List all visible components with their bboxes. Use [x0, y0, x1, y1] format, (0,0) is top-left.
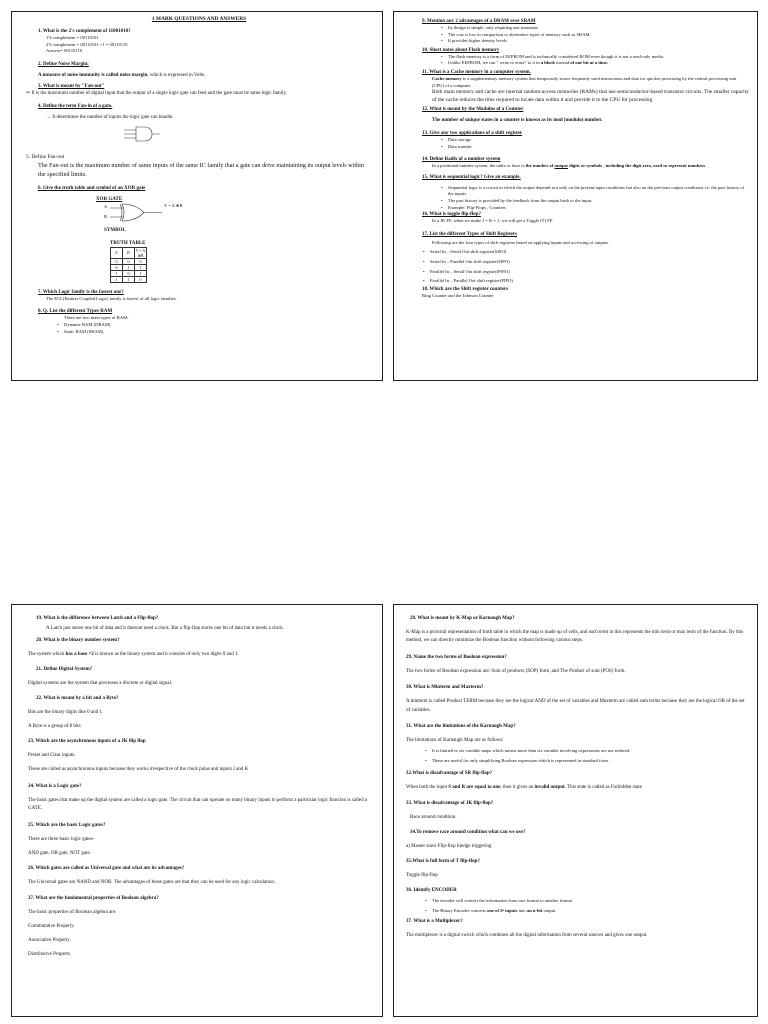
table-row — [111, 264, 147, 270]
xor-gate-icon — [110, 203, 170, 223]
property-item: Distributive Property. — [28, 952, 72, 958]
xor-output-label: Y = A ⊕B — [164, 202, 183, 208]
question-21: 21. Define Digital System? — [36, 667, 93, 673]
page-1 — [11, 11, 383, 381]
list-item: • Data storage — [448, 137, 749, 144]
question-10: 10. Short notes about Flash memory — [422, 47, 500, 53]
answer-12: The number of unique states in a counter is known as its mod (modulo) number. — [432, 117, 603, 123]
table-cell: 1 — [111, 270, 123, 276]
list-item: • It is limited to six variable maps which means more than six variable involving expressions are not reduced. — [432, 747, 749, 755]
table-cell: 0 — [135, 276, 147, 282]
answer-27: The basic properties of Boolean algebra are: — [28, 910, 117, 916]
answer-16: In a JK FF, when we make J = K = 1, we will get a Toggle (T) FF. — [432, 218, 554, 224]
question-2: 2. Define Noise Margin: — [38, 61, 89, 67]
question-20: 20. What is the binary number system? — [36, 638, 120, 644]
table-cell: 0 — [123, 258, 135, 264]
list-item: • These are useful for only simplifying Boolean expression which is represented in standard form. — [432, 757, 749, 765]
table-cell: 1 — [123, 264, 135, 270]
list-item: • Serial In – Parallel Out shift register(SIPO) — [430, 259, 749, 266]
answer-1-line: 2'S complement = 00110101 +1 = 00110110 — [46, 41, 128, 47]
encoder-list — [406, 898, 749, 914]
table-cell: 0 — [123, 270, 135, 276]
table-header-cell: B — [123, 247, 135, 258]
page-3 — [11, 604, 383, 1017]
list-item: • It provides higher density levels — [448, 38, 749, 45]
table-row — [111, 258, 147, 264]
list-item: • The cost is low in comparison to alternative types of memory such as SRAM. — [448, 32, 749, 39]
answer-4: → It determines the number of inputs the logic gate can handle. — [46, 114, 174, 120]
question-9: 9. Mention any 2 advantages of a DRAM over SRAM — [422, 19, 536, 24]
list-item: • The encoder will convert the information from one format to another format — [432, 898, 749, 905]
question-3: 3. What is meant by "Fan-out" — [38, 83, 105, 89]
flash-memory-list — [406, 54, 749, 67]
answer-23-line: These are called as asynchronous inputs because they works irrespective of the clock pulse and inputs J and K — [28, 767, 249, 773]
question-5: 5. Define Fan-out — [26, 153, 65, 160]
table-cell: 1 — [111, 276, 123, 282]
answer-17: Following are the four types of shift registers based on applying inputs and accessing of outputs. — [432, 239, 610, 245]
question-32: 32.What is disadvantage of SR flip-flop? — [406, 770, 493, 776]
question-30: 30. What is Minterm and Maxterm? — [406, 685, 484, 691]
table-cell: 0 — [111, 264, 123, 270]
question-33: 33. What is disadvantage of JK flip-flop? — [406, 801, 494, 807]
answer-19: A Latch just stores one bit of data and it doesnot need a clock. But a flip-flop stores one bit of data but it needs a clock. — [46, 626, 284, 631]
page-title: 1 MARK QUESTIONS AND ANSWERS — [151, 16, 247, 22]
answer-28: K-Map is a pictorial representation of truth table in which the map is made up of cells, and each term in this represents the min term or max term of the function. By this method, we can directly minimize the Boolean function without following various steps. — [406, 630, 744, 644]
question-27: 27. What are the fundamental properties of Boolean algebra? — [28, 896, 159, 902]
table-header-row — [111, 247, 147, 258]
input-a-label: A — [104, 203, 108, 209]
table-cell: 1 — [135, 264, 147, 270]
question-12: 12. What is meant by the Modulus of a Counter — [422, 106, 524, 112]
question-6: 6. Give the truth table and symbol of an XOR gate — [38, 185, 146, 191]
question-17: 17. List the different Types of Shift Registers — [422, 231, 517, 237]
question-1: 1. What is the 2's complement of 11001010? — [38, 29, 131, 34]
answer-29: The two forms of Boolean expression are: Sum of products (SOP) form ,and The Product of sum (POS) form. — [406, 668, 626, 674]
xor-truth-table — [110, 247, 147, 283]
answer-26: The Universal gates are NAND and NOR. The advantages of these gates are that they can be used for any logic calculation. — [28, 879, 276, 885]
kmap-limitations-list — [406, 747, 749, 766]
answer-22-line: A Byte is a group of 8 bits — [28, 724, 81, 730]
list-item: • Its design is simple, only requiring one transistor. — [448, 25, 749, 32]
table-cell: 0 — [111, 258, 123, 264]
truth-table-heading: TRUTH TABLE — [110, 240, 146, 246]
answer-25-line: AND gate, OR gate, NOT gate. — [28, 850, 91, 856]
answer-7: The ECL(Emitter Coupled Logic) family is fastest of all logic families. — [46, 295, 177, 301]
list-item: • Parallel In – Serial Out shift register(PISO) — [430, 269, 749, 276]
page-4 — [393, 604, 758, 1017]
answer-32: When both the input S and R are equal to one, then it gives an invalid output. This state is called as Forbidden state — [406, 784, 642, 790]
list-item: • The flash memory is a form of EEPROM and is technically considered ROM even though it is not a read-only media. — [448, 54, 749, 61]
question-31: 31. What are the limitations of the Karnaugh Map? — [406, 724, 516, 730]
answer-34: a) Master slave Flip-flop b)edge triggering — [406, 844, 492, 850]
list-item: • Example: Flip-Flops , Counters — [448, 205, 749, 212]
question-4: 4. Define the term Fan-in of a gate. — [38, 103, 113, 109]
question-16: 16. What is toggle flip-flop? — [422, 212, 481, 218]
answer-35: Toggle flip-flop — [406, 873, 438, 879]
answer-1-line: 1'S complement = 00110101 — [46, 35, 99, 40]
question-15: 15. What is sequential logic? Give an example. — [422, 174, 521, 180]
answer-21: Digital systems are the system that processes a discrete or digital signal. — [28, 681, 173, 687]
table-row — [111, 276, 147, 282]
answer-24: The basic gates that make up the digital system are called a logic gate. The circuit that can operate on many binary inputs to perform a particular logic function is called a GATE. — [28, 797, 368, 812]
answer-20: The system which has a base =2 is known as the binary system and it consists of only two digits 0 and 1. — [28, 652, 239, 658]
answer-25-line: There are three basic logic gates- — [28, 836, 95, 842]
list-item: • Serial In – Serial Out shift register(SISO) — [430, 249, 749, 256]
answer-33: Race around condition. — [410, 815, 457, 821]
shift-register-uses-list — [406, 137, 749, 150]
answer-22-line: Bits are the binary digits like 0 and 1. — [28, 710, 104, 716]
question-36: 36. Identify ENCODER — [406, 888, 457, 894]
question-8: 8. Q. List the different Types RAM — [38, 309, 113, 315]
answer-11-part-2: Both main memory and cache are internal random-access memories (RAMs) that use semiconductor-based transistor circuits. The smaller capacity of the cache reduces the time required to locate data within it and provide it to the CPU for processing. — [432, 89, 749, 103]
list-item: • Static RAM (SRAM). — [64, 329, 372, 336]
table-header-cell: A — [111, 247, 123, 258]
page-2 — [393, 11, 758, 381]
question-34: 34.To remove race around condition what can we use? — [410, 830, 526, 836]
symbol-label: SYMBOL — [104, 227, 126, 233]
fan-in-gate-diagram — [122, 124, 162, 146]
xor-gate-heading: XOR GATE — [96, 196, 123, 202]
table-cell: 1 — [123, 276, 135, 282]
question-35: 35.What is full form of T flip-flop? — [406, 859, 480, 865]
question-24: 24. What is a Logic gate? — [28, 783, 82, 789]
question-13: 13. Give any two applications of a shift register — [422, 130, 523, 136]
sequential-logic-list — [406, 185, 749, 211]
table-header-cell: Y = A ⊕B — [135, 247, 146, 258]
answer-5: The Fan-out is the maximum number of same inputs of the same IC family that a gate can drive maintaining its output levels within the specified limits. — [38, 161, 364, 178]
answer-31: The limitations of Karnaugh Map are as follows: — [406, 738, 504, 744]
ram-types-list — [26, 322, 372, 335]
question-14: 14. Define Radix of a number system — [422, 157, 501, 163]
answer-14: In a positional number system, the radix or base is the number of unique digits or symbols , including the digit zero, used to represent numbers — [432, 163, 706, 169]
list-item: • Sequential logic is a circuit in which the output depends not only on the present input conditions but also on the previous output conditions i.e. the past history of the inputs. — [448, 185, 749, 198]
list-item: • Parallel In – Parallel Out shift register(PIPO) — [430, 278, 749, 285]
question-28: 28. What is meant by K-Map or Karnaugh Map? — [410, 616, 515, 621]
answer-8: There are two main types of RAM: — [64, 315, 129, 321]
answer-18: Ring Counter and the Johnson Counter — [422, 292, 494, 298]
answer-30: A minterm is called Product TERM because they are the logical AND of the set of variables and Maxterm are called sum terms because they are the logical OR of the set of variables. — [406, 699, 745, 713]
list-item: • Data transfer — [448, 144, 749, 151]
answer-3: ⇒ It is the maximum number of digital input that the output of a single logic gate can feed and the gate must be same logic family. — [26, 90, 287, 96]
table-cell: 1 — [135, 270, 147, 276]
property-item: Associative Property. — [28, 938, 71, 944]
table-cell: 0 — [135, 258, 147, 264]
input-b-label: B — [104, 213, 108, 219]
question-18: 18. Which are the Shift register counters — [422, 286, 509, 292]
question-22: 22. What is meant by a bit and a Byte? — [36, 696, 119, 702]
question-7: 7. Which Logic family is the fastest one? — [38, 289, 124, 295]
table-row — [111, 270, 147, 276]
list-item: • The past history is provided by the feedback from the output back to the input. — [448, 198, 749, 205]
question-26: 26. Which gates are called as Universal gate and what are its advantages? — [28, 865, 185, 871]
answer-2: A measure of noise immunity is called noise margin, which is expressed in Volts. — [38, 72, 206, 78]
question-19: 19. What is the difference between Latch and a Flip-flop? — [36, 616, 159, 621]
answer-11-part-1: Cache memory is a supplementary memory system that temporarily stores frequently used instructions and data for quicker processing by the central processing unit (CPU) of a computer. — [432, 75, 737, 88]
answer-37: The multiplexer is a digital switch which combines all the digital information from several sources and gives one output. — [406, 933, 648, 939]
list-item: • Dynamic RAM (DRAM) — [64, 322, 372, 329]
question-11: 11. What is a Cache memory in a computer system. — [422, 69, 531, 75]
xor-gate-symbol — [104, 203, 372, 227]
question-37: 37. What is a Multiplexer? — [406, 919, 463, 925]
property-item: Commutative Property. — [28, 924, 75, 930]
list-item: • The Binary Encoder converts one of 2ⁿ inputs into an n-bit output. — [432, 908, 749, 915]
question-25: 25. Which are the basic Logic gates? — [28, 822, 106, 828]
shift-register-types-list — [406, 249, 749, 284]
dram-advantages-list — [406, 25, 749, 45]
question-29: 29. Name the two forms of Boolean expression? — [406, 654, 507, 660]
question-23: 23. Which are the asynchronous inputs of a JK flip flop — [28, 739, 146, 745]
list-item: • Unlike EEPROM, we can " write or erase" to it in a block instead of one bit at a time. — [448, 60, 749, 67]
answer-23-line: Preset and Clear inputs. — [28, 753, 76, 759]
answer-1-line: Answer= 00110110 — [46, 48, 83, 54]
